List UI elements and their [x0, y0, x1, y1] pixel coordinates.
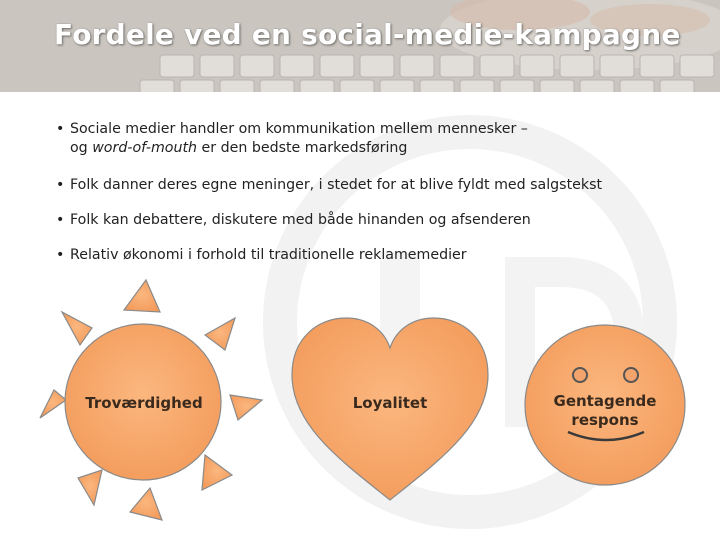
bullet-line-prefix: og: [70, 140, 93, 156]
heart-label: Loyalitet: [352, 394, 428, 412]
right-eye: [624, 368, 638, 382]
bullet-item: • Relativ økonomi i forhold til traditionelle reklamemedier: [56, 246, 696, 265]
sun-ray: [124, 280, 160, 312]
sun-ray: [230, 395, 262, 420]
sun-label: Troværdighed: [85, 394, 203, 412]
sun-ray: [202, 455, 232, 490]
slide-title: Fordele ved en social-medie-kampagne: [54, 18, 681, 51]
bullet-line: Sociale medier handler om kommunikation mellem mennesker –: [70, 121, 528, 137]
bullet-item: • Folk danner deres egne meninger, i stedet for at blive fyldt med salgstekst: [56, 176, 696, 195]
left-eye: [573, 368, 587, 382]
face-label-line2: respons: [571, 411, 639, 429]
face-label: [545, 392, 665, 430]
sun-ray: [205, 318, 235, 350]
sun-ray: [62, 312, 92, 345]
sun-ray: [78, 470, 102, 505]
footer-brand: identitet & design: [22, 520, 133, 534]
face-label-line1: Gentagende: [553, 392, 657, 410]
bullet-emphasis: word-of-mouth: [92, 140, 198, 156]
bullet-line-suffix: er den bedste markedsføring: [197, 140, 408, 156]
sun-ray: [40, 390, 66, 418]
bullet-item: • Folk kan debattere, diskutere med både hinanden og afsenderen: [56, 211, 696, 230]
sun-ray: [130, 488, 162, 520]
